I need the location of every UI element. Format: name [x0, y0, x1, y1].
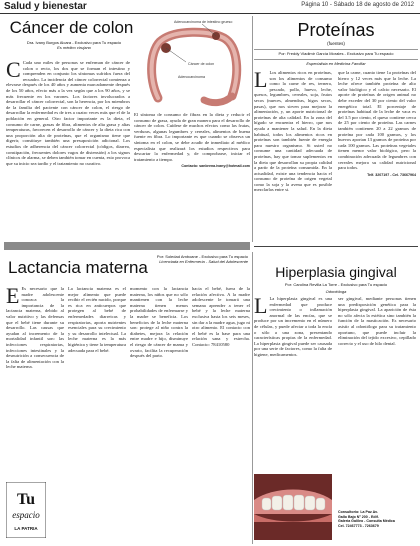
contact-line: Galeria Galileo - Consulta Médica — [338, 519, 395, 524]
byline-author: Por: Freddy Vladimir García Morales - Exclusivo para Tu espacio — [254, 49, 418, 56]
article-column — [338, 70, 416, 240]
article-text: que la carne, cuanto tiene 1a proteínas del hierro y 12 veces más que la leche. La leche ofrece también proteína de alto valor biológico y el calcio necesario. El aporte de proteínas de origen animal no debe exceder del 30 por ciento del valor energético total. El porcentaje de proteínas habitual de la leche de vaca es del 3.5 por ciento, el queso contiene cerca de 25 por ciento de proteína. Las carnes también contienen 20 a 22 gramos de proteína por cada 100 gramos, y los huevos aportan 13 gramos de proteína por cada 100 gramos. Las proteínas vegetales tienen menor valor biológico, pero la combinación adecuada de legumbres con cereales mejora su calidad nutricional para todos. — [338, 70, 416, 171]
section-divider — [254, 246, 418, 247]
page-info: Página 10 - Sábado 18 de agosto de 2012 — [301, 2, 414, 8]
article-column — [192, 286, 250, 474]
article-byline — [24, 40, 124, 50]
contact-line: Cel. 72467773 - 7263679 — [338, 523, 379, 528]
article-title: Hiperplasia gingival — [275, 264, 397, 280]
article-column — [254, 296, 332, 472]
byline-role: Es médico cirujano — [57, 45, 91, 50]
consultorio-info — [338, 510, 416, 528]
teeth-image — [254, 474, 332, 540]
article-columns — [254, 70, 418, 240]
article-column — [134, 112, 250, 240]
article-column — [6, 286, 64, 474]
article-column — [338, 296, 416, 506]
colon-illustration — [138, 18, 250, 108]
figure-label: Adenocarcinoma de intestino grueso — [174, 20, 233, 24]
article-text: hacia el bebé, fuera de la relación afectiva. A la madre adolescente le tomará una semana aprender a tener el bebé y la leche materna exclusiva hasta los seis meses, sin dar a la madre agua, jugo ni otro alimento. El contacto con el bebé es la base para una relación sana y estrecha. Contacto: 78410580 — [192, 286, 250, 347]
figure-label: Cáncer de colon — [188, 62, 215, 66]
article-column — [130, 286, 188, 474]
figure-label: Adenocarcinoma — [178, 75, 205, 79]
article-lactancia — [4, 252, 250, 476]
article-text: Los alimentos ricos en proteínas, son los alimentos de consumo como la carne de res, ternera, pescado, pollo, huevo, leche, quesos, legumbres, cereales, soja, frutos secos (nueces, almendras, higos secos, pasas), que nos sirven para mejorar la alimentación, y, un aporte nutricional de proteínas de alta calidad. En la zona del hígado se encuentra el hierro, que nos ayuda a mantener la salud. En la dieta habitual, todos los alimentos ricos en proteínas son también fuente de energía para nuestro organismo. Si usted no consume una cantidad adecuada de proteínas, hay que tomar suplementos en la dieta que desarrollan su propia calidad a partir de la proteína consumida. En la actualidad, existe una tendencia hacia el consumo de proteína de origen vegetal como la soja y la avena que es posible mezclarlas entre si. — [254, 70, 332, 193]
contact-line: Gallo Bajo N° 200 - Edif. — [338, 514, 379, 519]
byline-role: Licenciada en Enfermería - Salud del Adolescente — [159, 259, 248, 264]
column-divider — [252, 16, 253, 242]
article-title: Lactancia materna — [8, 258, 148, 277]
gum-photo — [254, 474, 332, 540]
byline-author: Por: Carolina Revilla La Torre - Exclusivo para Tu espacio — [284, 282, 388, 287]
article-column — [6, 60, 130, 240]
article-text: Es necesario que la madre adolescente conozca la importancia de la lactancia materna, debido al valor nutritivo y las defensas que el bebé tiene durante su desarrollo. Las causas que ayudan al incremento de la mortalidad infantil son: las infecciones respiratorias, infecciones intestinales y la desnutrición a consecuencia de la falta de alimentación con la leche materna. — [6, 286, 64, 370]
article-text: La hiperplasia gingival es una enfermedad que produce crecimiento o inflamación anormal de las encías, que se produce por un incremento en el número de células, y puede afectar a toda la encía o sólo a una zona, presentando características propias de la enfermedad. La hiperplasia gingival puede ser causada por una serie de factores, como la falta de higiene, medicamentos. — [254, 296, 332, 357]
article-subtitle: (fuentes) — [327, 41, 345, 46]
drop-cap: C — [6, 60, 21, 82]
article-text: momento con la lactancia materna, los niños que no sólo mantienen con la leche materna tienen menos probabilidades de enfermarse y la madre se beneficia. Los beneficios de la leche materna son: protege al niño contra la diabetes, mejora la relación entre madre e hijo, disminuye el riesgo de cáncer de mama y ovario, facilita la recuperación después del parto. — [130, 286, 188, 359]
article-title: Cáncer de colon — [9, 18, 134, 37]
byline-author: Por: Soledad Amboane - Exclusivo para Tu espacio — [156, 254, 248, 259]
byline-role: Especialista en Medicina Familiar — [254, 59, 418, 66]
byline-role: Odontóloga — [325, 289, 347, 294]
article-column — [254, 70, 332, 240]
page-header — [0, 0, 420, 14]
logo-sub-text: LA PATRIA — [14, 526, 38, 531]
article-title: Proteínas — [297, 20, 375, 40]
section-label: Sexo — [8, 251, 23, 257]
drop-cap: E — [6, 286, 20, 308]
article-text: ser gingival, mediante personas tienen una predisposición genética para la hiperplasia gingival. La aparición de ésta no sólo afecta la estética sino también la función de la masticación. Es necesario asistir al odontólogo para su tratamiento oportuno, que puede incluir la eliminación del tejido excesivo, cepillado correcto y el uso de hilo dental. — [338, 296, 416, 346]
article-cancer-colon — [4, 16, 250, 244]
article-contact: Telf. 3207197 - Cel. 73667964 — [367, 172, 416, 177]
tu-espacio-logo-block — [4, 478, 250, 542]
article-hiperplasia — [254, 262, 418, 544]
colon-anatomy-image — [138, 18, 250, 108]
byline-author: Dra. Ivany Burgos Alcara - Exclusivo para Tu espacio — [26, 40, 122, 45]
article-text: El síntoma de consumo de fibras en la dieta y reducir el consumo de grasa, ayuda de gran manera para el desarrollo de cáncer de colon. Cuídese de muchos efectos como las frutas, verduras, algunas legumbres y cereales, alimentos de buena fuente en fibra. Lo importante es que cuando se observa un síntoma en el colon, se debe acudir de inmediato al médico especialista que realizará los estudios respectivos para descartar la enfermedad y, de comprobarse, iniciar el tratamiento a tiempo. — [134, 112, 250, 162]
article-byline — [144, 254, 248, 264]
article-text: Cada uno miles de personas se enferman de cáncer de colon o recto, los dos que se forman el intestino y comprenden en conjunto los síntomas sufridos fuera del recuadro. La incidencia del cáncer colorrectal comienza a elevarse después de los 40 años y aumenta marcadamente después de los 50 años, efecto más a la vez según que a los 90 años, y se más frecuente en los varones. Los factores involucrados a desarrollar el cáncer colorrectal, son la herencia, por los miembros de la familia del paciente con cáncer de colon, el riesgo de desarrollar la enfermedad es de tres a cuatro veces más que el de la población en general. Otro factor importante es la dieta, el consumo de carne, grasas de fibra, alimentos de alta grasa y altas temperaturas, favorecen el desarrollo de cáncer y la dieta rica con una proporción alta de proteínas, que el organismo tiene que digerir, constituye también una presuposición adicional. Los estudios de adherencia del cáncer colorrectal (códigos, diarrea, constipación, frecuentes dolores vagos de distensión) a los signos clínicos de alarma, se deben también tomar en cuenta, esto provoca que su inicio sea tardío y el tratamiento no curativo. — [6, 60, 130, 166]
article-proteinas — [254, 16, 418, 244]
drop-cap: L — [254, 296, 268, 318]
tu-espacio-logo — [6, 482, 46, 538]
logo-tu-text: Tu — [16, 491, 36, 508]
contact-line: Consultorio: La Paz Av. — [338, 510, 378, 514]
article-column — [68, 286, 126, 474]
column-divider — [252, 252, 253, 544]
article-contact: Contacto: sanbrena.ivany@hotmail.com — [181, 164, 250, 169]
drop-cap: L — [254, 70, 268, 92]
section-name: Salud y bienestar — [4, 1, 87, 12]
article-text: La lactancia materna es el mejor alimento que puede recibir el recién nacido, porque es rica en anticuerpos que protegen al bebé de enfermedades diarreicas y respiratorias, aporta nutrientes esenciales para su crecimiento y su desarrollo intelectual. La leche materna es la más higiénica y tiene la temperatura adecuada para el bebé. — [68, 286, 126, 353]
logo-espacio-text: espacio — [12, 510, 40, 520]
